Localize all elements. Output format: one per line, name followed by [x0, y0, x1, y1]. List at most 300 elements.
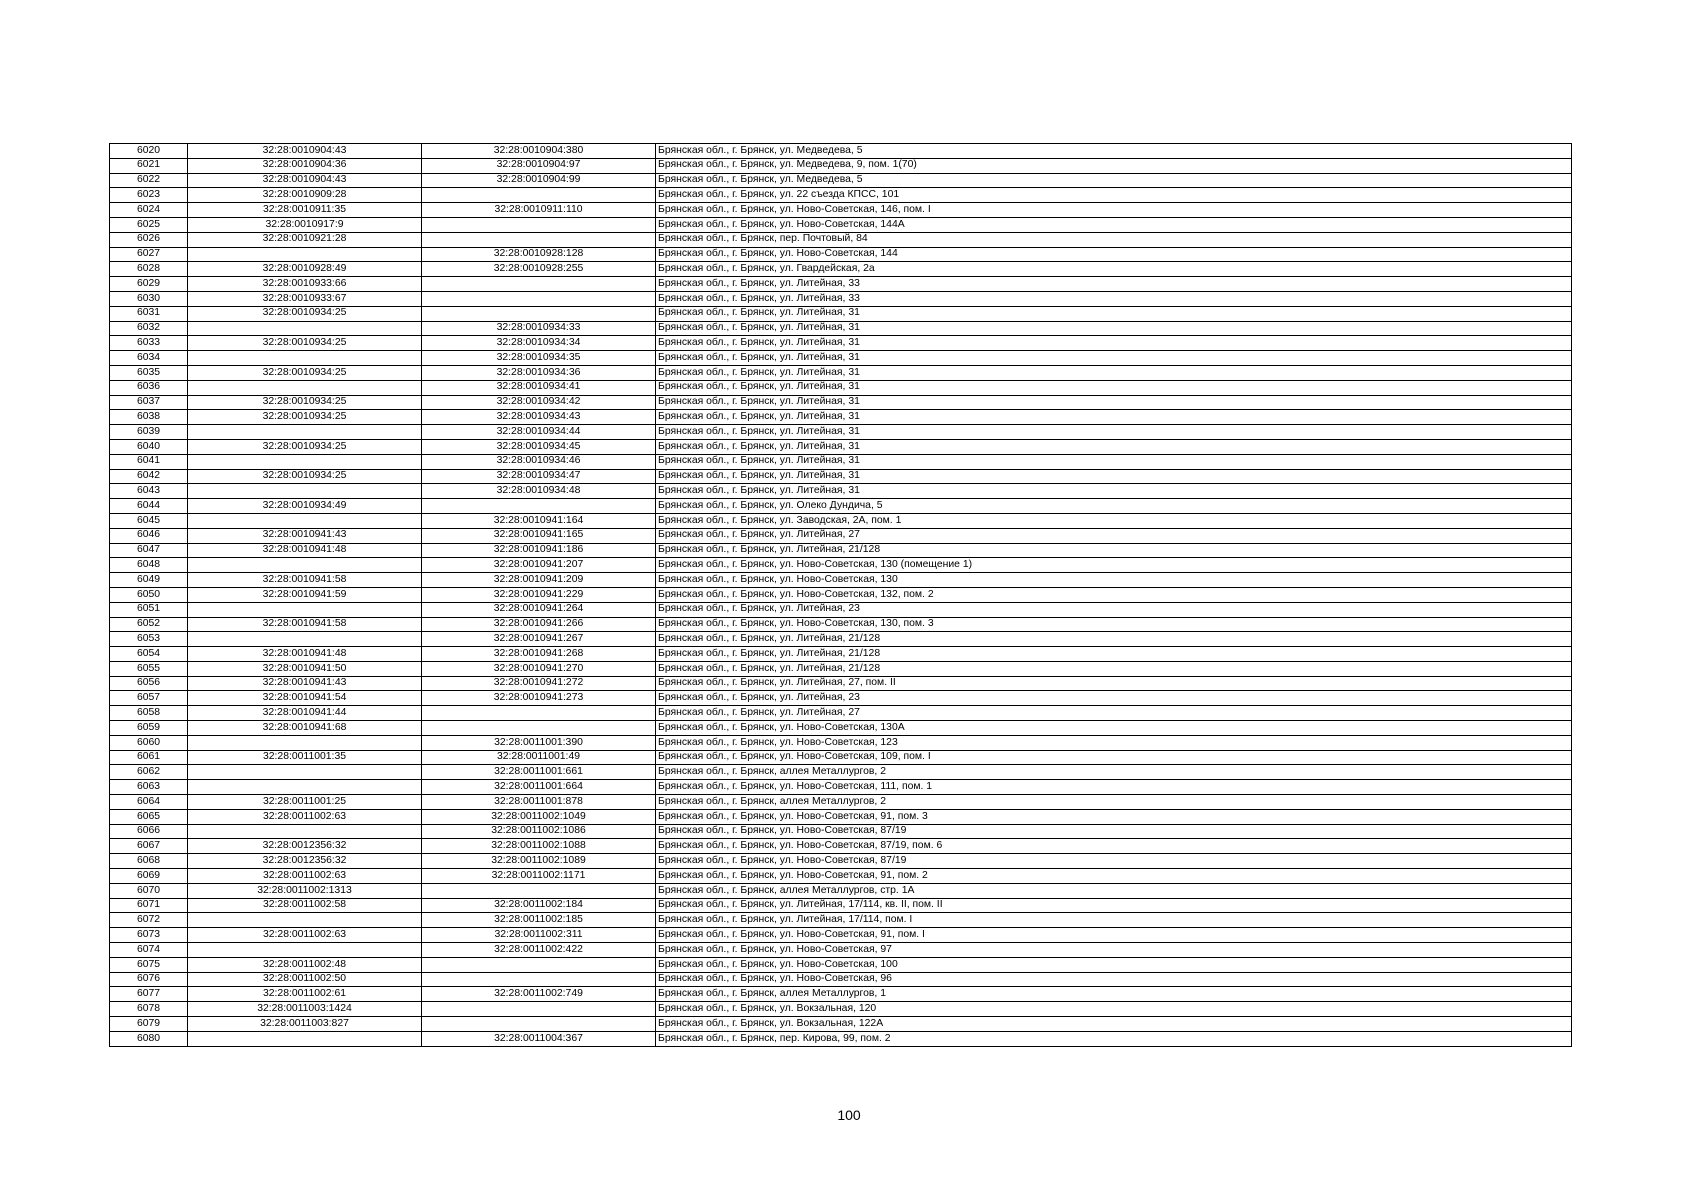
land-cadastral-number-cell: 32:28:0010941:48: [188, 543, 422, 558]
address-cell: Брянская обл., г. Брянск, ул. Ново-Советская, 100: [656, 957, 1572, 972]
table-row: [110, 691, 1572, 706]
address-cell: Брянская обл., г. Брянск, ул. Ново-Советская, 91, пом. 3: [656, 809, 1572, 824]
land-cadastral-number-cell: 32:28:0012356:32: [188, 854, 422, 869]
building-cadastral-number-cell: 32:28:0010934:42: [422, 395, 656, 410]
table-row: [110, 839, 1572, 854]
building-cadastral-number-cell: [422, 1017, 656, 1032]
address-cell: Брянская обл., г. Брянск, ул. Ново-Советская, 130 (помещение 1): [656, 558, 1572, 573]
row-number-cell: 6064: [110, 795, 188, 810]
address-cell: Брянская обл., г. Брянск, ул. Литейная, 31: [656, 336, 1572, 351]
row-number-cell: 6036: [110, 380, 188, 395]
address-cell: Брянская обл., г. Брянск, ул. Литейная, 21/128: [656, 543, 1572, 558]
building-cadastral-number-cell: 32:28:0010941:207: [422, 558, 656, 573]
table-row: [110, 721, 1572, 736]
building-cadastral-number-cell: 32:28:0010934:36: [422, 365, 656, 380]
building-cadastral-number-cell: 32:28:0010941:270: [422, 661, 656, 676]
land-cadastral-number-cell: [188, 454, 422, 469]
row-number-cell: 6043: [110, 484, 188, 499]
row-number-cell: 6034: [110, 351, 188, 366]
address-cell: Брянская обл., г. Брянск, пер. Кирова, 99, пом. 2: [656, 1031, 1572, 1046]
table-row: [110, 824, 1572, 839]
building-cadastral-number-cell: [422, 1002, 656, 1017]
building-cadastral-number-cell: 32:28:0010941:264: [422, 602, 656, 617]
table-row: [110, 765, 1572, 780]
land-cadastral-number-cell: 32:28:0010909:28: [188, 188, 422, 203]
row-number-cell: 6035: [110, 365, 188, 380]
table-row: [110, 587, 1572, 602]
building-cadastral-number-cell: 32:28:0010941:165: [422, 528, 656, 543]
address-cell: Брянская обл., г. Брянск, ул. Литейная, 31: [656, 425, 1572, 440]
table-row: [110, 469, 1572, 484]
building-cadastral-number-cell: [422, 499, 656, 514]
land-cadastral-number-cell: 32:28:0010921:28: [188, 232, 422, 247]
address-cell: Брянская обл., г. Брянск, пер. Почтовый, 84: [656, 232, 1572, 247]
land-cadastral-number-cell: 32:28:0010911:35: [188, 203, 422, 218]
building-cadastral-number-cell: 32:28:0010941:272: [422, 676, 656, 691]
land-cadastral-number-cell: 32:28:0011002:63: [188, 928, 422, 943]
address-cell: Брянская обл., г. Брянск, ул. Литейная, 31: [656, 321, 1572, 336]
building-cadastral-number-cell: 32:28:0010934:41: [422, 380, 656, 395]
row-number-cell: 6038: [110, 410, 188, 425]
table-row: [110, 558, 1572, 573]
row-number-cell: 6033: [110, 336, 188, 351]
row-number-cell: 6049: [110, 573, 188, 588]
address-cell: Брянская обл., г. Брянск, ул. Олеко Дундича, 5: [656, 499, 1572, 514]
row-number-cell: 6069: [110, 869, 188, 884]
table-row: [110, 928, 1572, 943]
building-cadastral-number-cell: 32:28:0011002:311: [422, 928, 656, 943]
land-cadastral-number-cell: 32:28:0010934:25: [188, 365, 422, 380]
row-number-cell: 6062: [110, 765, 188, 780]
land-cadastral-number-cell: [188, 351, 422, 366]
table-row: [110, 262, 1572, 277]
table-row: [110, 380, 1572, 395]
building-cadastral-number-cell: 32:28:0010934:43: [422, 410, 656, 425]
table-row: [110, 854, 1572, 869]
address-cell: Брянская обл., г. Брянск, аллея Металлургов, 2: [656, 765, 1572, 780]
land-cadastral-number-cell: 32:28:0010941:68: [188, 721, 422, 736]
table-row: [110, 439, 1572, 454]
row-number-cell: 6042: [110, 469, 188, 484]
land-cadastral-number-cell: 32:28:0010904:43: [188, 173, 422, 188]
table-row: [110, 913, 1572, 928]
address-cell: Брянская обл., г. Брянск, ул. Ново-Советская, 91, пом. 2: [656, 869, 1572, 884]
table-row: [110, 1017, 1572, 1032]
land-cadastral-number-cell: 32:28:0010941:58: [188, 573, 422, 588]
land-cadastral-number-cell: [188, 247, 422, 262]
table-row: [110, 957, 1572, 972]
land-cadastral-number-cell: 32:28:0010933:67: [188, 291, 422, 306]
table-row: [110, 513, 1572, 528]
building-cadastral-number-cell: 32:28:0010934:47: [422, 469, 656, 484]
table-row: [110, 188, 1572, 203]
building-cadastral-number-cell: 32:28:0010934:44: [422, 425, 656, 440]
row-number-cell: 6032: [110, 321, 188, 336]
table-row: [110, 883, 1572, 898]
address-cell: Брянская обл., г. Брянск, ул. Литейная, 27: [656, 528, 1572, 543]
table-row: [110, 987, 1572, 1002]
building-cadastral-number-cell: 32:28:0010911:110: [422, 203, 656, 218]
row-number-cell: 6037: [110, 395, 188, 410]
row-number-cell: 6076: [110, 972, 188, 987]
land-cadastral-number-cell: 32:28:0010934:25: [188, 439, 422, 454]
land-cadastral-number-cell: [188, 484, 422, 499]
row-number-cell: 6051: [110, 602, 188, 617]
land-cadastral-number-cell: 32:28:0010941:50: [188, 661, 422, 676]
building-cadastral-number-cell: 32:28:0010941:273: [422, 691, 656, 706]
row-number-cell: 6071: [110, 898, 188, 913]
building-cadastral-number-cell: 32:28:0010928:255: [422, 262, 656, 277]
building-cadastral-number-cell: 32:28:0011002:1086: [422, 824, 656, 839]
table-row: [110, 232, 1572, 247]
table-row: [110, 735, 1572, 750]
table-row: [110, 365, 1572, 380]
land-cadastral-number-cell: [188, 321, 422, 336]
table-row: [110, 780, 1572, 795]
address-cell: Брянская обл., г. Брянск, ул. Ново-Советская, 111, пом. 1: [656, 780, 1572, 795]
land-cadastral-number-cell: [188, 765, 422, 780]
building-cadastral-number-cell: 32:28:0010941:186: [422, 543, 656, 558]
land-cadastral-number-cell: [188, 632, 422, 647]
address-cell: Брянская обл., г. Брянск, ул. Литейная, 31: [656, 351, 1572, 366]
row-number-cell: 6060: [110, 735, 188, 750]
address-cell: Брянская обл., г. Брянск, ул. Заводская, 2А, пом. 1: [656, 513, 1572, 528]
row-number-cell: 6070: [110, 883, 188, 898]
land-cadastral-number-cell: [188, 513, 422, 528]
address-cell: Брянская обл., г. Брянск, ул. Медведева, 5: [656, 144, 1572, 159]
building-cadastral-number-cell: 32:28:0011002:749: [422, 987, 656, 1002]
building-cadastral-number-cell: 32:28:0010934:33: [422, 321, 656, 336]
row-number-cell: 6061: [110, 750, 188, 765]
land-cadastral-number-cell: 32:28:0010917:9: [188, 217, 422, 232]
row-number-cell: 6056: [110, 676, 188, 691]
building-cadastral-number-cell: 32:28:0010941:164: [422, 513, 656, 528]
row-number-cell: 6073: [110, 928, 188, 943]
address-cell: Брянская обл., г. Брянск, ул. Ново-Советская, 87/19: [656, 824, 1572, 839]
land-cadastral-number-cell: [188, 425, 422, 440]
land-cadastral-number-cell: 32:28:0011002:61: [188, 987, 422, 1002]
table-row: [110, 898, 1572, 913]
row-number-cell: 6027: [110, 247, 188, 262]
land-cadastral-number-cell: 32:28:0011001:35: [188, 750, 422, 765]
table-row: [110, 972, 1572, 987]
registry-table: [109, 143, 1572, 1047]
table-row: [110, 277, 1572, 292]
address-cell: Брянская обл., г. Брянск, ул. Литейная, 33: [656, 277, 1572, 292]
building-cadastral-number-cell: 32:28:0010941:267: [422, 632, 656, 647]
land-cadastral-number-cell: 32:28:0011003:1424: [188, 1002, 422, 1017]
address-cell: Брянская обл., г. Брянск, аллея Металлургов, 2: [656, 795, 1572, 810]
row-number-cell: 6057: [110, 691, 188, 706]
address-cell: Брянская обл., г. Брянск, ул. Литейная, 31: [656, 395, 1572, 410]
table-row: [110, 410, 1572, 425]
table-row: [110, 499, 1572, 514]
row-number-cell: 6044: [110, 499, 188, 514]
land-cadastral-number-cell: 32:28:0010941:43: [188, 528, 422, 543]
building-cadastral-number-cell: 32:28:0010934:45: [422, 439, 656, 454]
land-cadastral-number-cell: [188, 913, 422, 928]
registry-table-body: [110, 144, 1572, 1047]
row-number-cell: 6075: [110, 957, 188, 972]
address-cell: Брянская обл., г. Брянск, ул. Ново-Советская, 130, пом. 3: [656, 617, 1572, 632]
row-number-cell: 6045: [110, 513, 188, 528]
building-cadastral-number-cell: 32:28:0011001:390: [422, 735, 656, 750]
address-cell: Брянская обл., г. Брянск, ул. Литейная, 33: [656, 291, 1572, 306]
land-cadastral-number-cell: 32:28:0010928:49: [188, 262, 422, 277]
table-row: [110, 1031, 1572, 1046]
row-number-cell: 6079: [110, 1017, 188, 1032]
row-number-cell: 6050: [110, 587, 188, 602]
land-cadastral-number-cell: 32:28:0010941:44: [188, 706, 422, 721]
row-number-cell: 6063: [110, 780, 188, 795]
building-cadastral-number-cell: 32:28:0010928:128: [422, 247, 656, 262]
table-row: [110, 617, 1572, 632]
land-cadastral-number-cell: 32:28:0010941:54: [188, 691, 422, 706]
land-cadastral-number-cell: 32:28:0010904:36: [188, 158, 422, 173]
table-row: [110, 158, 1572, 173]
address-cell: Брянская обл., г. Брянск, ул. Литейная, 23: [656, 602, 1572, 617]
address-cell: Брянская обл., г. Брянск, ул. Литейная, 21/128: [656, 632, 1572, 647]
land-cadastral-number-cell: 32:28:0010934:25: [188, 395, 422, 410]
land-cadastral-number-cell: 32:28:0010941:59: [188, 587, 422, 602]
address-cell: Брянская обл., г. Брянск, ул. Ново-Советская, 96: [656, 972, 1572, 987]
address-cell: Брянская обл., г. Брянск, ул. Литейная, 31: [656, 380, 1572, 395]
row-number-cell: 6048: [110, 558, 188, 573]
table-row: [110, 351, 1572, 366]
address-cell: Брянская обл., г. Брянск, ул. Литейная, 21/128: [656, 661, 1572, 676]
building-cadastral-number-cell: 32:28:0011002:1049: [422, 809, 656, 824]
row-number-cell: 6030: [110, 291, 188, 306]
row-number-cell: 6055: [110, 661, 188, 676]
page-number: 100: [837, 1107, 861, 1123]
building-cadastral-number-cell: [422, 721, 656, 736]
address-cell: Брянская обл., г. Брянск, ул. Литейная, 31: [656, 439, 1572, 454]
table-row: [110, 809, 1572, 824]
row-number-cell: 6067: [110, 839, 188, 854]
row-number-cell: 6031: [110, 306, 188, 321]
table-row: [110, 454, 1572, 469]
row-number-cell: 6059: [110, 721, 188, 736]
table-row: [110, 543, 1572, 558]
row-number-cell: 6026: [110, 232, 188, 247]
row-number-cell: 6021: [110, 158, 188, 173]
address-cell: Брянская обл., г. Брянск, ул. Литейная, 23: [656, 691, 1572, 706]
address-cell: Брянская обл., г. Брянск, аллея Металлургов, стр. 1А: [656, 883, 1572, 898]
row-number-cell: 6066: [110, 824, 188, 839]
land-cadastral-number-cell: [188, 824, 422, 839]
address-cell: Брянская обл., г. Брянск, ул. Ново-Советская, 91, пом. I: [656, 928, 1572, 943]
table-row: [110, 706, 1572, 721]
address-cell: Брянская обл., г. Брянск, ул. Литейная, 21/128: [656, 647, 1572, 662]
building-cadastral-number-cell: 32:28:0011001:49: [422, 750, 656, 765]
address-cell: Брянская обл., г. Брянск, ул. Литейная, 27: [656, 706, 1572, 721]
row-number-cell: 6065: [110, 809, 188, 824]
row-number-cell: 6040: [110, 439, 188, 454]
table-row: [110, 173, 1572, 188]
table-row: [110, 647, 1572, 662]
table-row: [110, 676, 1572, 691]
building-cadastral-number-cell: 32:28:0010934:34: [422, 336, 656, 351]
land-cadastral-number-cell: 32:28:0011001:25: [188, 795, 422, 810]
building-cadastral-number-cell: 32:28:0010934:48: [422, 484, 656, 499]
address-cell: Брянская обл., г. Брянск, ул. Литейная, 31: [656, 484, 1572, 499]
address-cell: Брянская обл., г. Брянск, ул. Литейная, 27, пом. II: [656, 676, 1572, 691]
building-cadastral-number-cell: 32:28:0011002:1171: [422, 869, 656, 884]
row-number-cell: 6074: [110, 943, 188, 958]
row-number-cell: 6072: [110, 913, 188, 928]
table-row: [110, 632, 1572, 647]
address-cell: Брянская обл., г. Брянск, ул. Вокзальная, 120: [656, 1002, 1572, 1017]
row-number-cell: 6052: [110, 617, 188, 632]
building-cadastral-number-cell: 32:28:0011002:185: [422, 913, 656, 928]
row-number-cell: 6028: [110, 262, 188, 277]
building-cadastral-number-cell: [422, 883, 656, 898]
building-cadastral-number-cell: 32:28:0011001:661: [422, 765, 656, 780]
land-cadastral-number-cell: 32:28:0011002:48: [188, 957, 422, 972]
building-cadastral-number-cell: [422, 972, 656, 987]
building-cadastral-number-cell: [422, 232, 656, 247]
building-cadastral-number-cell: [422, 277, 656, 292]
land-cadastral-number-cell: [188, 943, 422, 958]
table-row: [110, 336, 1572, 351]
land-cadastral-number-cell: 32:28:0011002:50: [188, 972, 422, 987]
building-cadastral-number-cell: 32:28:0010904:99: [422, 173, 656, 188]
building-cadastral-number-cell: 32:28:0011001:664: [422, 780, 656, 795]
table-row: [110, 203, 1572, 218]
table-row: [110, 869, 1572, 884]
land-cadastral-number-cell: 32:28:0010933:66: [188, 277, 422, 292]
land-cadastral-number-cell: 32:28:0010941:48: [188, 647, 422, 662]
row-number-cell: 6024: [110, 203, 188, 218]
table-row: [110, 144, 1572, 159]
table-row: [110, 321, 1572, 336]
table-row: [110, 750, 1572, 765]
land-cadastral-number-cell: [188, 558, 422, 573]
address-cell: Брянская обл., г. Брянск, ул. Ново-Советская, 123: [656, 735, 1572, 750]
land-cadastral-number-cell: 32:28:0010941:43: [188, 676, 422, 691]
land-cadastral-number-cell: 32:28:0010904:43: [188, 144, 422, 159]
row-number-cell: 6020: [110, 144, 188, 159]
address-cell: Брянская обл., г. Брянск, ул. Ново-Советская, 144А: [656, 217, 1572, 232]
row-number-cell: 6080: [110, 1031, 188, 1046]
land-cadastral-number-cell: 32:28:0011002:63: [188, 869, 422, 884]
row-number-cell: 6023: [110, 188, 188, 203]
building-cadastral-number-cell: [422, 706, 656, 721]
address-cell: Брянская обл., г. Брянск, ул. Медведева, 9, пом. 1(70): [656, 158, 1572, 173]
building-cadastral-number-cell: 32:28:0010941:266: [422, 617, 656, 632]
building-cadastral-number-cell: [422, 217, 656, 232]
building-cadastral-number-cell: 32:28:0010934:35: [422, 351, 656, 366]
building-cadastral-number-cell: 32:28:0011002:422: [422, 943, 656, 958]
row-number-cell: 6029: [110, 277, 188, 292]
land-cadastral-number-cell: 32:28:0010934:25: [188, 410, 422, 425]
land-cadastral-number-cell: [188, 380, 422, 395]
address-cell: Брянская обл., г. Брянск, ул. Ново-Советская, 97: [656, 943, 1572, 958]
building-cadastral-number-cell: 32:28:0011002:1089: [422, 854, 656, 869]
table-row: [110, 306, 1572, 321]
address-cell: Брянская обл., г. Брянск, ул. Литейная, 17/114, пом. I: [656, 913, 1572, 928]
address-cell: Брянская обл., г. Брянск, ул. Ново-Советская, 87/19, пом. 6: [656, 839, 1572, 854]
row-number-cell: 6077: [110, 987, 188, 1002]
building-cadastral-number-cell: [422, 957, 656, 972]
row-number-cell: 6054: [110, 647, 188, 662]
address-cell: Брянская обл., г. Брянск, ул. Гвардейская, 2а: [656, 262, 1572, 277]
building-cadastral-number-cell: 32:28:0010941:268: [422, 647, 656, 662]
row-number-cell: 6068: [110, 854, 188, 869]
row-number-cell: 6041: [110, 454, 188, 469]
address-cell: Брянская обл., г. Брянск, ул. 22 съезда КПСС, 101: [656, 188, 1572, 203]
land-cadastral-number-cell: 32:28:0010941:58: [188, 617, 422, 632]
table-row: [110, 528, 1572, 543]
table-row: [110, 395, 1572, 410]
table-row: [110, 247, 1572, 262]
address-cell: Брянская обл., г. Брянск, ул. Вокзальная, 122А: [656, 1017, 1572, 1032]
row-number-cell: 6025: [110, 217, 188, 232]
land-cadastral-number-cell: [188, 735, 422, 750]
row-number-cell: 6047: [110, 543, 188, 558]
table-row: [110, 573, 1572, 588]
land-cadastral-number-cell: 32:28:0011002:1313: [188, 883, 422, 898]
address-cell: Брянская обл., г. Брянск, ул. Ново-Советская, 130: [656, 573, 1572, 588]
land-cadastral-number-cell: [188, 602, 422, 617]
land-cadastral-number-cell: 32:28:0011002:58: [188, 898, 422, 913]
address-cell: Брянская обл., г. Брянск, ул. Литейная, 31: [656, 454, 1572, 469]
building-cadastral-number-cell: [422, 188, 656, 203]
land-cadastral-number-cell: [188, 1031, 422, 1046]
building-cadastral-number-cell: [422, 306, 656, 321]
address-cell: Брянская обл., г. Брянск, аллея Металлургов, 1: [656, 987, 1572, 1002]
address-cell: Брянская обл., г. Брянск, ул. Литейная, 31: [656, 469, 1572, 484]
building-cadastral-number-cell: 32:28:0010904:380: [422, 144, 656, 159]
table-row: [110, 943, 1572, 958]
address-cell: Брянская обл., г. Брянск, ул. Ново-Советская, 87/19: [656, 854, 1572, 869]
building-cadastral-number-cell: [422, 291, 656, 306]
building-cadastral-number-cell: 32:28:0010941:229: [422, 587, 656, 602]
building-cadastral-number-cell: 32:28:0010904:97: [422, 158, 656, 173]
land-cadastral-number-cell: 32:28:0012356:32: [188, 839, 422, 854]
table-row: [110, 602, 1572, 617]
address-cell: Брянская обл., г. Брянск, ул. Ново-Советская, 146, пом. I: [656, 203, 1572, 218]
land-cadastral-number-cell: 32:28:0010934:25: [188, 306, 422, 321]
address-cell: Брянская обл., г. Брянск, ул. Ново-Советская, 109, пом. I: [656, 750, 1572, 765]
address-cell: Брянская обл., г. Брянск, ул. Ново-Советская, 130А: [656, 721, 1572, 736]
building-cadastral-number-cell: 32:28:0011004:367: [422, 1031, 656, 1046]
building-cadastral-number-cell: 32:28:0010934:46: [422, 454, 656, 469]
row-number-cell: 6078: [110, 1002, 188, 1017]
address-cell: Брянская обл., г. Брянск, ул. Литейная, 31: [656, 410, 1572, 425]
row-number-cell: 6039: [110, 425, 188, 440]
address-cell: Брянская обл., г. Брянск, ул. Литейная, 31: [656, 365, 1572, 380]
row-number-cell: 6022: [110, 173, 188, 188]
row-number-cell: 6046: [110, 528, 188, 543]
land-cadastral-number-cell: [188, 780, 422, 795]
building-cadastral-number-cell: 32:28:0011001:878: [422, 795, 656, 810]
address-cell: Брянская обл., г. Брянск, ул. Литейная, 31: [656, 306, 1572, 321]
address-cell: Брянская обл., г. Брянск, ул. Литейная, 17/114, кв. II, пом. II: [656, 898, 1572, 913]
table-row: [110, 291, 1572, 306]
building-cadastral-number-cell: 32:28:0011002:184: [422, 898, 656, 913]
land-cadastral-number-cell: 32:28:0011003:827: [188, 1017, 422, 1032]
row-number-cell: 6058: [110, 706, 188, 721]
address-cell: Брянская обл., г. Брянск, ул. Ново-Советская, 144: [656, 247, 1572, 262]
address-cell: Брянская обл., г. Брянск, ул. Ново-Советская, 132, пом. 2: [656, 587, 1572, 602]
address-cell: Брянская обл., г. Брянск, ул. Медведева, 5: [656, 173, 1572, 188]
land-cadastral-number-cell: 32:28:0010934:49: [188, 499, 422, 514]
table-row: [110, 425, 1572, 440]
building-cadastral-number-cell: 32:28:0010941:209: [422, 573, 656, 588]
row-number-cell: 6053: [110, 632, 188, 647]
table-row: [110, 661, 1572, 676]
